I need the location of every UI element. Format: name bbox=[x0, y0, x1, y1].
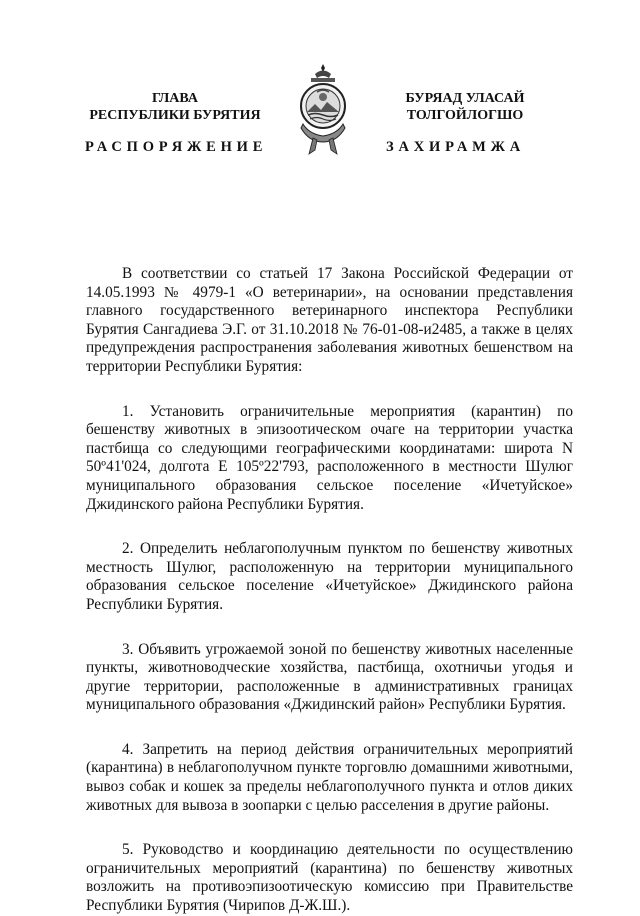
header-right-title-line1: БУРЯАД УЛАСАЙ bbox=[405, 91, 525, 106]
header-left-block bbox=[80, 90, 270, 124]
header-left-title-line1: ГЛАВА bbox=[152, 91, 198, 106]
preamble-paragraph: В соответствии со статьей 17 Закона Российской Федерации от 14.05.1993 № 4979-1 «О ветеринарии», на основании представления главного государственного ветеринарного инспектора Республики Бурятия Сангадиева Э.Г. от 31.10.2018 № 76-01-08-и2485, а также в целях предупреждения распространения заболевания животных бешенством на территории Республики Бурятия: bbox=[86, 265, 573, 375]
document-type-russian: РАСПОРЯЖЕНИЕ bbox=[85, 139, 268, 155]
buryatia-emblem-icon bbox=[295, 62, 351, 156]
document-body bbox=[86, 265, 573, 916]
document-type-buryat: ЗАХИРАМЖА bbox=[386, 139, 526, 155]
item-4-paragraph: 4. Запретить на период действия ограничительных мероприятий (карантина) в неблагополучном пункте торговлю домашними животными, вывоз собак и кошек за пределы неблагополучного пункта и отлов диких животных для вывоза в зоопарки с целью расселения в другие районы. bbox=[86, 740, 573, 814]
item-2-paragraph: 2. Определить неблагополучным пунктом по бешенству животных местность Шулюг, расположенную на территории муниципального образования сельское поселение «Ичетуйское» Джидинского района Республики Бурятия. bbox=[86, 540, 573, 613]
item-5-paragraph: 5. Руководство и координацию деятельности по осуществлению ограничительных мероприятий (карантина) по бешенству животных возложить на противоэпизоотическую комиссию при Правительстве Республики Бурятия (Чирипов Д-Ж.Ш.). bbox=[86, 841, 573, 915]
header-left-title-line2: РЕСПУБЛИКИ БУРЯТИЯ bbox=[89, 108, 261, 123]
item-3-paragraph: 3. Объявить угрожаемой зоной по бешенству животных населенные пункты, животноводческие хозяйства, пастбища, охотничьи угодья и другие территории, расположенные в административных границах муниципального образования «Джидинский район» Республики Бурятия. bbox=[86, 640, 573, 714]
item-1-paragraph: 1. Установить ограничительные мероприятия (карантин) по бешенству животных в эпизоотическом очаге на территории участка пастбища со следующими географическими координатами: широта N 50º41'024, долгота E 105º22'793, расположенного в местности Шулюг муниципального образования сельское поселение «Ичетуйское» Джидинского района Республики Бурятия. bbox=[86, 402, 573, 513]
header-right-title-line2: ТОЛГОЙЛОГШО bbox=[406, 108, 524, 123]
header-right-block bbox=[370, 90, 560, 124]
